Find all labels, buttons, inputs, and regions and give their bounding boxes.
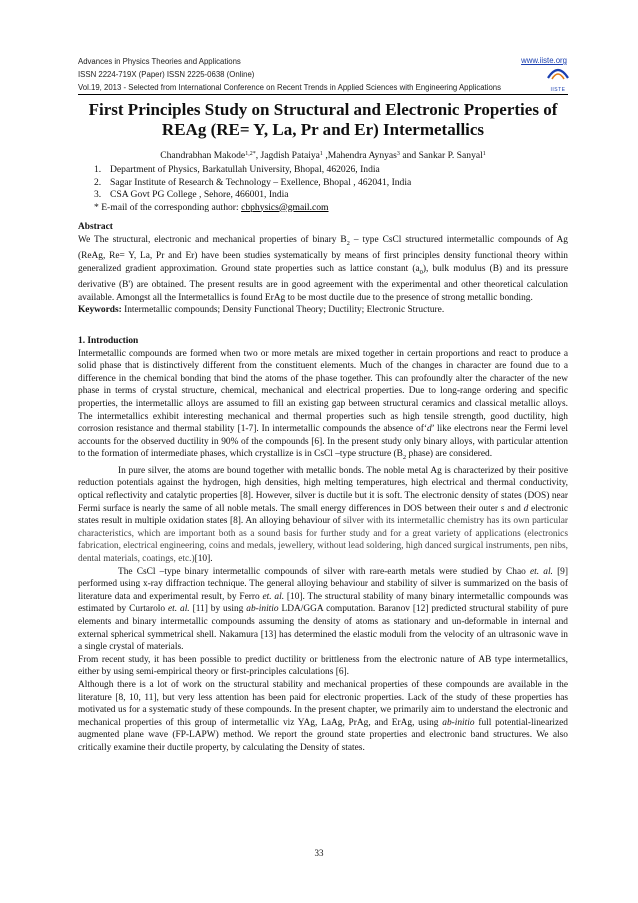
volume-line: Vol.19, 2013 - Selected from International Conference on Recent Trends in Applied Sciences with Engineering Applications (78, 83, 502, 92)
affiliation-number: 1. (94, 164, 102, 175)
abstract-sub-a: 2 (346, 239, 350, 247)
author-list (78, 150, 568, 162)
p3-ab-initio: ab-initio (246, 604, 279, 615)
abstract-sub-b: 0 (419, 268, 423, 276)
author-2-sup: 1 (319, 151, 323, 157)
affiliation-number: 2. (94, 176, 102, 188)
p3-etal-3: et. al. (167, 604, 190, 615)
p1-text-c: phase) are considered. (406, 449, 493, 460)
header-rule (78, 94, 568, 95)
p2-gray-text: silver with its intermetallic chemistry has its own particular characteristics, which are important both as a sound basis for further study and for a great variety of applications (electronics fabrication, electrical engineering, coins and medals, jewellery, without lead soldering, high danced surgical instruments, pen nibs, dental materials, coatings, etc.) (78, 516, 568, 564)
p1-sub: 2 (402, 454, 407, 462)
p2-text-b: electronic states result in multiple oxidation states [8]. An alloying behaviour of (78, 503, 568, 527)
affiliation-2 (94, 177, 411, 190)
p1-text-b: ’ like electrons near the Fermi level accounts for the observed ductility in 90% of the compounds [6]. In the present study only binary alloys, with particular attention to the formation of intermediate phases, which crystallize is in CsCl –type structure (B (78, 424, 568, 460)
abstract-text (78, 234, 568, 305)
p1-italic-d: d (426, 424, 432, 435)
p2-text-c: [10]. (194, 553, 213, 564)
paper-title (78, 100, 568, 140)
introduction-section (78, 335, 568, 754)
author-1-sup: 1,2* (245, 151, 256, 157)
logo-arc-icon (545, 64, 571, 82)
p2-italic-s: s (500, 503, 505, 514)
intro-paragraph-1 (78, 348, 568, 465)
logo-text: IISTE (550, 87, 566, 93)
keywords-line (78, 304, 568, 317)
author-3: ,Mahendra Aynyas (322, 150, 397, 161)
intro-paragraph-2 (78, 465, 568, 566)
author-1: Chandrabhan Makode (160, 150, 246, 161)
abstract-section (78, 221, 568, 317)
page-number: 33 (314, 848, 324, 858)
author-2: , Jagdish Pataiya (255, 150, 320, 161)
keywords-label: Keywords: (78, 305, 122, 316)
p5-text-b: full potential-linearized augmented plane wave (FP-LAPW) method. We report the ground state properties and electronic band structures. We also critically examine their ductile property, by calculating the Density of states. (78, 717, 568, 753)
p1-text-a: Intermetallic compounds are formed when two or more metals are mixed together in certain proportions and react to produce a solid phase that is distinctively different from the constituent elements. Much of the changes in character are found due to a difference in the chemical bonding that bind the atoms of the phase together. This can profoundly alter the character of the new phase in terms of crystal structure, chemical, mechanical and electrical properties. Due to long-range ordering and specific properties, the intermetallic alloys are assumed to fill an existing gap between structural ceramics and classical metallic alloys. The intermetallics exhibit interesting mechanical and thermal properties such as high tensile strength, good ductility, high corrosion resistance and thermal stability [1-7]. In intermetallic compounds the absence of‘ (78, 348, 568, 435)
affiliation-number: 3. (94, 189, 102, 200)
publisher-logo (545, 64, 571, 96)
affiliation-3 (94, 189, 411, 202)
intro-paragraph-5 (78, 679, 568, 755)
p5-text-a: Although there is a lot of work on the structural stability and mechanical properties of these compounds are available in the literature [8, 10, 11], but very less attention has been paid for electronic properties. Lack of the study of these properties has motivated us for a systematic study of these compounds. In the present chapter, we primarily aim to understand the electronic and mechanical properties of this group of intermetallic viz YAg, LaAg, PrAg, and ErAg, using (78, 679, 568, 728)
affiliation-text: CSA Govt PG College , Sehore, 466001, India (110, 189, 289, 200)
p3-text-b: [9] performed using x-ray diffraction technique. The general alloying behaviour and stability of silver is summarized on the basis of literature data and experimental result, by Ferro (78, 566, 568, 602)
abstract-text-a: We The structural, electronic and mechanical properties of binary B (78, 234, 347, 245)
intro-heading: 1. Introduction (78, 336, 139, 346)
p5-ab-initio: ab-initio (442, 717, 475, 728)
email-prefix: * E-mail of the corresponding author: (94, 201, 242, 213)
p3-text-e: LDA/GGA computation. Baranov [12] predicted structural stability of pure elements and binary intermetallic compounds assuming the density of atoms as stationary and un-deformable in internal and external spherical symmetrical shell. Nakamura [13] has determined the elastic moduli from the velocity of an ultrasonic wave in a single crystal of materials. (78, 604, 569, 653)
corresponding-email (94, 202, 411, 215)
website-link[interactable]: www.iiste.org (521, 56, 567, 65)
title-line-1: First Principles Study on Structural and Electronic Properties of (88, 100, 558, 119)
affiliation-text: Sagar Institute of Research & Technology – Exellence, Bhopal , 462041, India (110, 176, 412, 188)
issn-line: ISSN 2224-719X (Paper) ISSN 2225-0638 (Online) (78, 70, 255, 79)
intro-paragraph-4: From recent study, it has been possible to predict ductility or brittleness from the electronic nature of AB type intermetallics, either by using semi-empirical theory or first-principles calculations [6]. (78, 654, 568, 678)
p3-text-d: [11] by using (189, 604, 247, 615)
keywords-text: Intermetallic compounds; Density Functional Theory; Ductility; Electronic Structure. (121, 305, 445, 316)
journal-name: Advances in Physics Theories and Applications (78, 57, 241, 66)
author-4: and Sankar P. Sanyal (399, 150, 483, 161)
p3-text-c: [10]. The structural stability of many binary intermetallic compounds was estimated by Curtarolo (78, 591, 569, 615)
affiliation-1 (94, 164, 411, 177)
p2-italic-d: d (523, 503, 529, 514)
p2-and: and (504, 503, 524, 514)
author-3-sup: 3 (396, 151, 400, 157)
p3-etal-1: et. al. (529, 566, 553, 577)
affiliation-text: Department of Physics, Barkatullah University, Bhopal, 462026, India (110, 164, 380, 175)
p3-text-a: The CsCl –type binary intermetallic compounds of silver with rare-earth metals were studied by Chao (118, 566, 530, 577)
abstract-heading: Abstract (78, 222, 113, 232)
email-link[interactable]: cbphysics@gmail.com (241, 201, 329, 213)
author-4-sup: 1 (482, 151, 486, 157)
abstract-text-c: ), bulk modulus (B) and its pressure derivative (B') are obtained. The present results are in good agreement with the experimental and other theoretical calculation available. Amongst all the Intermetallics is found ErAg to be most ductile due to the presence of strong metallic bonding. (78, 263, 568, 303)
intro-paragraph-3 (78, 566, 568, 654)
title-line-2: REAg (RE= Y, La, Pr and Er) Intermetallics (161, 120, 485, 139)
abstract-text-b: – type CsCl structured intermetallic compounds of Ag (ReAg, Re= Y, La, Pr and Er) have been studies systematically by means of first principles density functional theory within generalized gradient approximation. Ground state properties such as lattice constant (a (78, 234, 568, 274)
p2-text-a: In pure silver, the atoms are bound together with metallic bonds. The noble metal Ag is characterized by their positive reduction potentials against the hydrogen, high densities, high melting temperatures, high electrical and thermal conductivity, optical reflectivity and catalytic properties [8]. However, silver is ductile but it is soft. The electronic density of states (DOS) near Fermi surface is nearly the same of all noble metals. The small energy differences in DOS between their outer (78, 465, 568, 514)
p3-etal-2: et. al. (262, 591, 285, 602)
affiliations (94, 164, 411, 214)
